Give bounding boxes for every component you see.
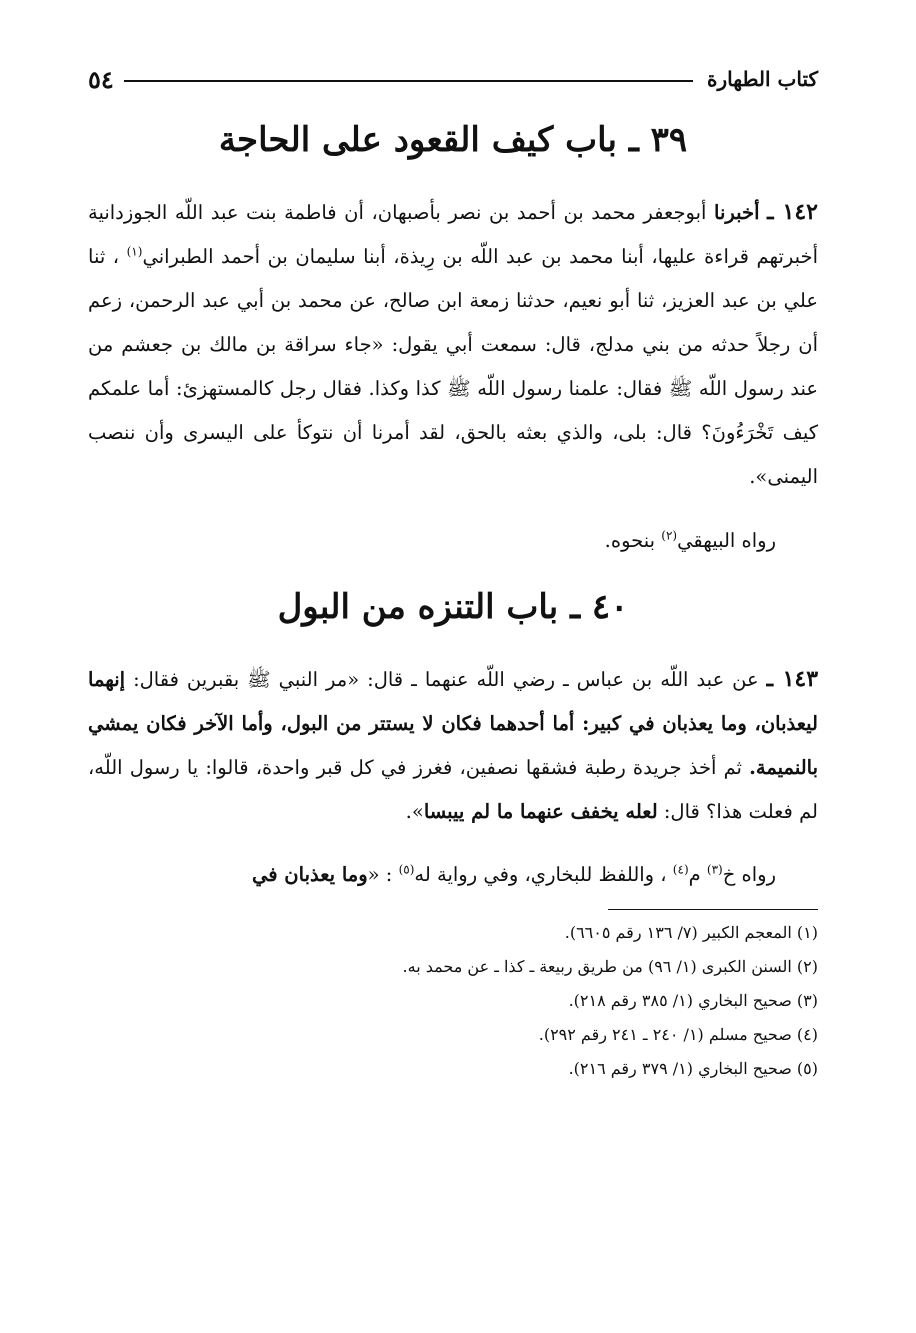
hadith-143 <box>88 657 818 834</box>
chapter-title-40: ٤٠ ـ باب التنزه من البول <box>277 586 629 627</box>
hadith-143-bold-b: لعله يخفف عنهما ما لم ييبسا <box>423 799 658 823</box>
narration-143-bold: وما يعذبان في <box>251 863 368 886</box>
hadith-142 <box>88 190 818 499</box>
narration-143-c: ، واللفظ للبخاري، وفي رواية له <box>414 863 667 886</box>
header-rule <box>124 80 693 82</box>
hadith-142-text-a: أبوجعفر محمد بن أحمد بن نصر بأصبهان، أن فاطمة بنت عبد اللّه الجوزدانية أخبرتهم قراءة عليها، أبنا محمد بن عبد اللّه بن رِيذة، أبنا سليمان بن أحمد الطبراني <box>88 201 818 268</box>
hadith-number-143: ١٤٣ ـ <box>766 665 819 692</box>
footnote-item: (٥) صحيح البخاري (١/ ٣٧٩ رقم ٢١٦). <box>568 1059 818 1078</box>
book-title: كتاب الطهارة <box>707 67 818 91</box>
hadith-142-narration <box>88 519 818 563</box>
footnote-ref-3: (٣) <box>706 862 723 877</box>
footnote-item: (١) المعجم الكبير (٧/ ١٣٦ رقم ٦٦٠٥). <box>564 923 818 942</box>
hadith-143-text-a: عن عبد اللّه بن عباس ـ رضي اللّه عنهما ـ قال: «مر النبي ﷺ بقبرين فقال: <box>133 667 759 691</box>
book-page <box>88 60 818 1086</box>
chapter-title-39: ٣٩ ـ باب كيف القعود على الحاجة <box>218 120 688 160</box>
footnote-ref-1: (١) <box>126 244 143 259</box>
hadith-number-142: ١٤٢ ـ <box>767 199 818 225</box>
narration-143-a: رواه خ <box>722 863 776 886</box>
footnote-item: (٣) صحيح البخاري (١/ ٣٨٥ رقم ٢١٨). <box>568 991 818 1010</box>
hadith-143-bold-a: إنهما ليعذبان، وما يعذبان في كبير: أما أحدهما فكان لا يستتر من البول، وأما الآخر فكان يمشي بالنميمة. <box>88 667 819 779</box>
footnote-ref-2: (٢) <box>661 528 678 542</box>
narration-142-b: بنحوه. <box>604 528 656 552</box>
footnote-ref-5: (٥) <box>398 862 415 877</box>
narration-143-b: م <box>688 863 701 886</box>
hadith-143-text-c: ». <box>405 799 424 823</box>
running-header <box>88 60 818 98</box>
hadith-142-lead: أخبرنا <box>714 201 760 224</box>
footnote-ref-4: (٤) <box>672 862 689 877</box>
footnotes <box>88 916 818 1086</box>
footnote-item: (٢) السنن الكبرى (١/ ٩٦) من طريق ربيعة ـ كذا ـ عن محمد به. <box>402 957 818 976</box>
page-number: ٥٤ <box>88 64 114 94</box>
hadith-142-text-b: ، ثنا علي بن عبد العزيز، ثنا أبو نعيم، حدثنا زمعة ابن صالح، عن محمد بن أبي عبد الرحمن، زعم أن رجلاً حدثه من بني مدلج، قال: سمعت أبي يقول: «جاء سراقة بن مالك بن جعشم من عند رسول اللّه ﷺ فقال: علمنا رسول اللّه ﷺ كذا وكذا. فقال رجل كالمستهزئ: أما علمكم كيف تَخْرَءُونَ؟ قال: بلى، والذي بعثه بالحق، لقد أمرنا أن نتوكأ على اليسرى وأن ننصب اليمنى». <box>88 245 818 488</box>
narration-142-a: رواه البيهقي <box>677 528 776 552</box>
narration-143-d: : « <box>367 863 393 886</box>
footnote-item: (٤) صحيح مسلم (١/ ٢٤٠ ـ ٢٤١ رقم ٢٩٢). <box>538 1025 818 1044</box>
hadith-143-text-b: ثم أخذ جريدة رطبة فشقها نصفين، فغرز في كل قبر واحدة، قالوا: يا رسول اللّه، لم فعلت هذا؟ قال: <box>88 755 818 823</box>
footnote-separator <box>608 909 818 910</box>
hadith-143-narration <box>88 853 818 897</box>
